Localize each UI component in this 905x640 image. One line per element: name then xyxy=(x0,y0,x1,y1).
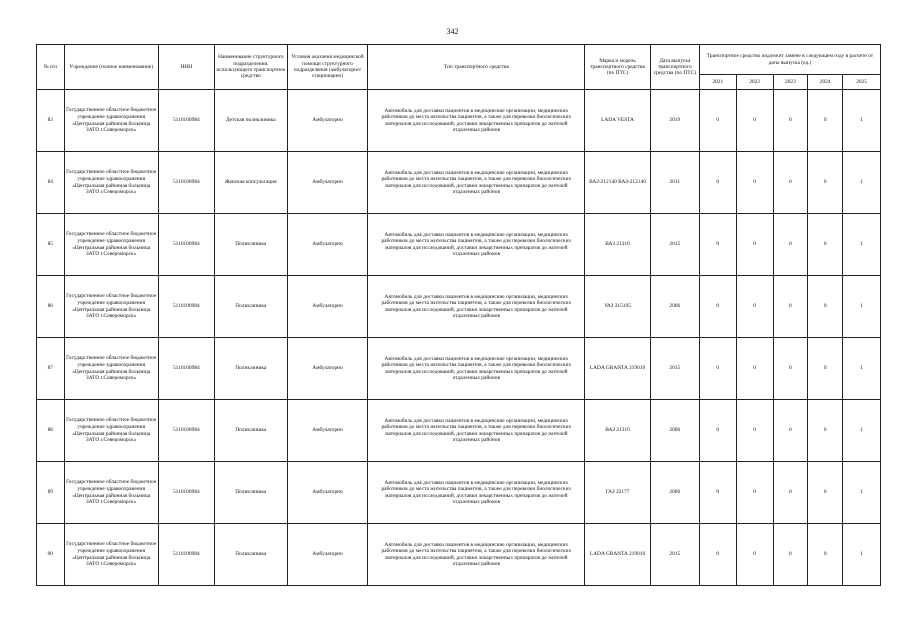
cell-vehicle-type: Автомобиль для доставки пациентов в медицинские организации, медицинских работников до места жительства пациентов, а также для перевозки биологических материалов для исследований, доставки лекарственных препаратов до жителей отдаленных районов xyxy=(368,276,585,338)
cell-count-2023: 0 xyxy=(773,524,808,586)
cell-count-2022: 0 xyxy=(736,338,773,400)
header-vehicle-type: Тип транспортного средства xyxy=(368,45,585,90)
cell-count-2022: 0 xyxy=(736,276,773,338)
cell-count-2025: 1 xyxy=(843,400,881,462)
cell-institution: Государственное областное бюджетное учреждение здравоохранения «Центральная районная больница ЗАТО г.Североморск» xyxy=(64,214,158,276)
cell-conditions: Амбулаторно xyxy=(287,400,368,462)
cell-conditions: Амбулаторно xyxy=(287,462,368,524)
cell-year: 2015 xyxy=(650,214,699,276)
header-inn: ИНН xyxy=(158,45,214,90)
cell-count-2022: 0 xyxy=(736,524,773,586)
header-year-2023: 2023 xyxy=(773,75,808,90)
cell-institution: Государственное областное бюджетное учреждение здравоохранения «Центральная районная больница ЗАТО г.Североморск» xyxy=(64,400,158,462)
cell-count-2025: 1 xyxy=(843,152,881,214)
cell-vehicle-type: Автомобиль для доставки пациентов в медицинские организации, медицинских работников до места жительства пациентов, а также для перевозки биологических материалов для исследований, доставки лекарственных препаратов до жителей отдаленных районов xyxy=(368,524,585,586)
cell-model: ВАЗ-212140 ВАЗ-212140 xyxy=(585,152,650,214)
cell-count-2022: 0 xyxy=(736,462,773,524)
cell-model: ВАЗ 21310 xyxy=(585,400,650,462)
cell-conditions: Амбулаторно xyxy=(287,152,368,214)
cell-count-2021: 0 xyxy=(699,214,736,276)
header-year-2024: 2024 xyxy=(808,75,843,90)
header-conditions: Условия оказания медицинской помощи структурного подразделения (амбулаторно/ стационарно) xyxy=(287,45,368,90)
cell-num: 83 xyxy=(37,90,65,152)
cell-count-2023: 0 xyxy=(773,400,808,462)
cell-model: LADA VESTA xyxy=(585,90,650,152)
cell-conditions: Амбулаторно xyxy=(287,90,368,152)
cell-conditions: Амбулаторно xyxy=(287,276,368,338)
header-row xyxy=(37,45,881,75)
table-row xyxy=(37,152,881,214)
cell-institution: Государственное областное бюджетное учреждение здравоохранения «Центральная районная больница ЗАТО г.Североморск» xyxy=(64,152,158,214)
table-row xyxy=(37,276,881,338)
cell-institution: Государственное областное бюджетное учреждение здравоохранения «Центральная районная больница ЗАТО г.Североморск» xyxy=(64,524,158,586)
cell-conditions: Амбулаторно xyxy=(287,524,368,586)
table-row xyxy=(37,524,881,586)
cell-count-2023: 0 xyxy=(773,214,808,276)
cell-institution: Государственное областное бюджетное учреждение здравоохранения «Центральная районная больница ЗАТО г.Североморск» xyxy=(64,90,158,152)
cell-unit: Детская поликлиника xyxy=(214,90,287,152)
table-row xyxy=(37,90,881,152)
header-unit: Наименование структурного подразделения, использующего транспортное средство xyxy=(214,45,287,90)
cell-count-2021: 0 xyxy=(699,152,736,214)
cell-count-2024: 0 xyxy=(808,338,843,400)
cell-inn: 5110100984 xyxy=(158,400,214,462)
header-institution: Учреждение (полное наименование) xyxy=(64,45,158,90)
cell-unit: Поликлиника xyxy=(214,524,287,586)
cell-count-2023: 0 xyxy=(773,152,808,214)
cell-count-2022: 0 xyxy=(736,90,773,152)
header-num: № п/п xyxy=(37,45,65,90)
cell-count-2021: 0 xyxy=(699,90,736,152)
cell-count-2024: 0 xyxy=(808,90,843,152)
cell-count-2024: 0 xyxy=(808,524,843,586)
cell-inn: 5110100984 xyxy=(158,338,214,400)
cell-count-2025: 1 xyxy=(843,214,881,276)
page-number: 342 xyxy=(446,27,459,36)
header-model: Марка и модель транспортного средства (по ПТС) xyxy=(585,45,650,90)
table-body xyxy=(37,90,881,586)
cell-count-2024: 0 xyxy=(808,462,843,524)
header-year: Дата выпуска транспортного средства (по ПТС) xyxy=(650,45,699,90)
cell-vehicle-type: Автомобиль для доставки пациентов в медицинские организации, медицинских работников до места жительства пациентов, а также для перевозки биологических материалов для исследований, доставки лекарственных препаратов до жителей отдаленных районов xyxy=(368,400,585,462)
cell-model: LADA GRANTA 219010 xyxy=(585,524,650,586)
cell-count-2021: 0 xyxy=(699,338,736,400)
cell-institution: Государственное областное бюджетное учреждение здравоохранения «Центральная районная больница ЗАТО г.Североморск» xyxy=(64,338,158,400)
cell-unit: Поликлиника xyxy=(214,400,287,462)
cell-num: 87 xyxy=(37,338,65,400)
cell-year: 2011 xyxy=(650,152,699,214)
header-year-2021: 2021 xyxy=(699,75,736,90)
cell-institution: Государственное областное бюджетное учреждение здравоохранения «Центральная районная больница ЗАТО г.Североморск» xyxy=(64,462,158,524)
table-row xyxy=(37,214,881,276)
cell-inn: 5110100984 xyxy=(158,462,214,524)
cell-count-2025: 1 xyxy=(843,276,881,338)
cell-model: ГАЗ 22177 xyxy=(585,462,650,524)
cell-institution: Государственное областное бюджетное учреждение здравоохранения «Центральная районная больница ЗАТО г.Североморск» xyxy=(64,276,158,338)
cell-inn: 5110100984 xyxy=(158,524,214,586)
cell-vehicle-type: Автомобиль для доставки пациентов в медицинские организации, медицинских работников до места жительства пациентов, а также для перевозки биологических материалов для исследований, доставки лекарственных препаратов до жителей отдаленных районов xyxy=(368,90,585,152)
header-replacement-group: Транспортное средство подлежит замене в следующем году в расчете от даты выпуска (ед.) xyxy=(699,45,880,75)
cell-count-2021: 0 xyxy=(699,524,736,586)
cell-count-2024: 0 xyxy=(808,214,843,276)
cell-year: 2006 xyxy=(650,400,699,462)
cell-unit: Поликлиника xyxy=(214,214,287,276)
cell-count-2023: 0 xyxy=(773,338,808,400)
cell-inn: 5110100984 xyxy=(158,276,214,338)
cell-count-2022: 0 xyxy=(736,152,773,214)
cell-conditions: Амбулаторно xyxy=(287,214,368,276)
cell-year: 2019 xyxy=(650,90,699,152)
cell-unit: Женская консультация xyxy=(214,152,287,214)
cell-count-2022: 0 xyxy=(736,214,773,276)
cell-count-2021: 0 xyxy=(699,462,736,524)
cell-model: УАЗ 315195 xyxy=(585,276,650,338)
cell-count-2023: 0 xyxy=(773,90,808,152)
cell-unit: Поликлиника xyxy=(214,462,287,524)
cell-count-2024: 0 xyxy=(808,276,843,338)
cell-count-2025: 1 xyxy=(843,338,881,400)
cell-count-2025: 1 xyxy=(843,90,881,152)
cell-year: 2015 xyxy=(650,524,699,586)
cell-year: 2006 xyxy=(650,276,699,338)
cell-unit: Поликлиника xyxy=(214,276,287,338)
cell-count-2025: 1 xyxy=(843,524,881,586)
cell-vehicle-type: Автомобиль для доставки пациентов в медицинские организации, медицинских работников до места жительства пациентов, а также для перевозки биологических материалов для исследований, доставки лекарственных препаратов до жителей отдаленных районов xyxy=(368,214,585,276)
cell-num: 89 xyxy=(37,462,65,524)
cell-num: 88 xyxy=(37,400,65,462)
cell-count-2025: 1 xyxy=(843,462,881,524)
table-row xyxy=(37,338,881,400)
cell-num: 86 xyxy=(37,276,65,338)
cell-conditions: Амбулаторно xyxy=(287,338,368,400)
header-year-2025: 2025 xyxy=(843,75,881,90)
cell-count-2023: 0 xyxy=(773,462,808,524)
cell-year: 2006 xyxy=(650,462,699,524)
table-row xyxy=(37,462,881,524)
cell-vehicle-type: Автомобиль для доставки пациентов в медицинские организации, медицинских работников до места жительства пациентов, а также для перевозки биологических материалов для исследований, доставки лекарственных препаратов до жителей отдаленных районов xyxy=(368,338,585,400)
cell-year: 2015 xyxy=(650,338,699,400)
cell-vehicle-type: Автомобиль для доставки пациентов в медицинские организации, медицинских работников до места жительства пациентов, а также для перевозки биологических материалов для исследований, доставки лекарственных препаратов до жителей отдаленных районов xyxy=(368,152,585,214)
cell-count-2024: 0 xyxy=(808,152,843,214)
cell-num: 85 xyxy=(37,214,65,276)
table-row xyxy=(37,400,881,462)
cell-num: 84 xyxy=(37,152,65,214)
cell-unit: Поликлиника xyxy=(214,338,287,400)
cell-inn: 5110100984 xyxy=(158,214,214,276)
cell-model: ВАЗ 21310 xyxy=(585,214,650,276)
header-year-2022: 2022 xyxy=(736,75,773,90)
cell-model: LADA GRANTA 219010 xyxy=(585,338,650,400)
cell-count-2024: 0 xyxy=(808,400,843,462)
vehicle-replacement-table xyxy=(36,44,881,586)
cell-count-2021: 0 xyxy=(699,400,736,462)
cell-count-2023: 0 xyxy=(773,276,808,338)
cell-inn: 5110100984 xyxy=(158,152,214,214)
cell-inn: 5110100984 xyxy=(158,90,214,152)
cell-count-2021: 0 xyxy=(699,276,736,338)
cell-vehicle-type: Автомобиль для доставки пациентов в медицинские организации, медицинских работников до места жительства пациентов, а также для перевозки биологических материалов для исследований, доставки лекарственных препаратов до жителей отдаленных районов xyxy=(368,462,585,524)
cell-num: 90 xyxy=(37,524,65,586)
cell-count-2022: 0 xyxy=(736,400,773,462)
